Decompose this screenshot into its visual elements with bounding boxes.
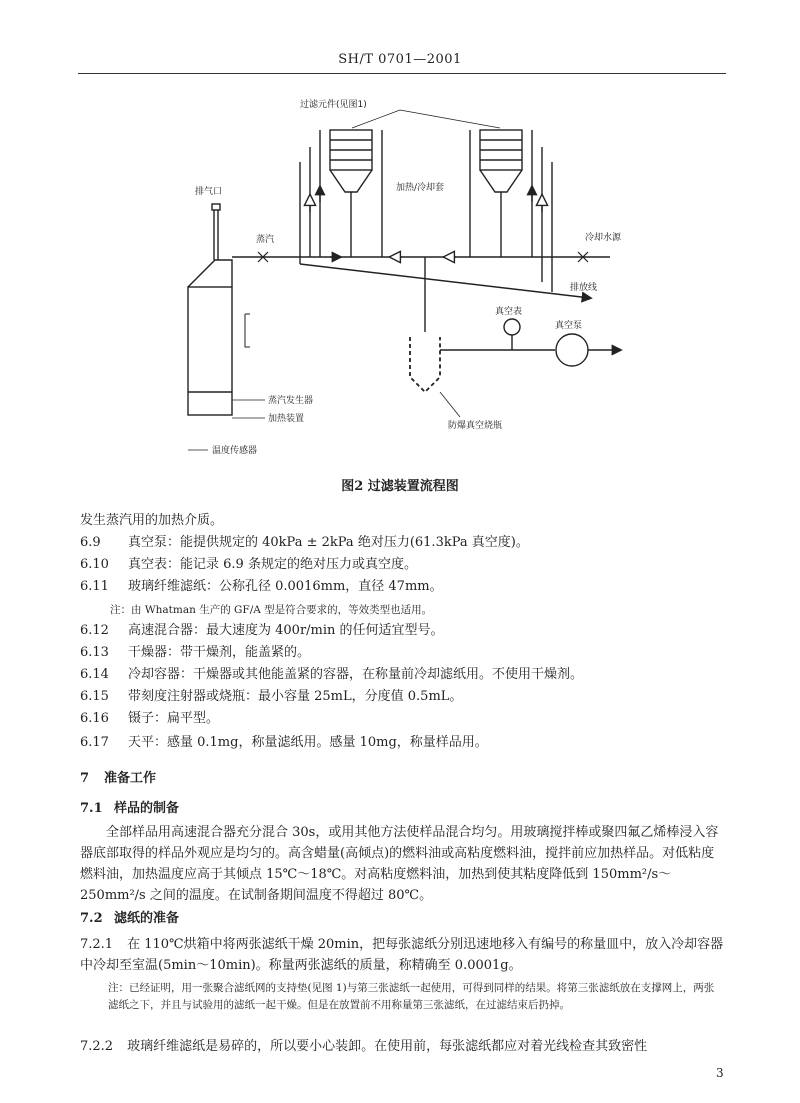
label-temp-sensor: 温度传感器 [212,446,258,456]
item-text: 带刻度注射器或烧瓶：最小容量 25mL，分度值 0.5mL。 [128,689,463,704]
item-6-17 [80,734,488,752]
item-number: 6.11 [80,579,109,594]
label-drain: 排放线 [570,283,598,293]
section-7-1-heading [80,800,179,818]
figure-caption: 图2 过滤装置流程图 [341,479,459,494]
item-number: 6.16 [80,711,109,726]
label-vacuum-gauge: 真空表 [495,307,523,317]
label-filter-element: 过滤元件(见图1) [300,100,367,110]
label-cooling-water: 冷却水源 [585,233,622,243]
steam-generator-vessel [188,204,232,415]
note-6-11: 注：由 Whatman 生产的 GF/A 型是符合要求的，等效类型也适用。 [110,604,433,616]
item-text: 真空表：能记录 6.9 条规定的绝对压力或真空度。 [128,557,417,572]
paragraph-text: 玻璃纤维滤纸是易碎的，所以要小心装卸。在使用前，每张滤纸都应对着光线检查其致密性 [127,1039,648,1054]
section-number: 7.2 [80,911,103,926]
item-text: 镊子：扁平型。 [128,711,220,726]
label-vacuum-pump: 真空泵 [555,321,583,331]
item-6-12 [80,622,444,640]
section-number: 7.1 [80,801,103,816]
item-number: 6.12 [80,623,109,638]
item-6-16 [80,710,219,728]
paragraph-7-1: 全部样品用高速混合器充分混合 30s，或用其他方法使样品混合均匀。用玻璃搅拌棒或聚四氟乙烯棒浸入容器底部取得的样品外观应是均匀的。高含蜡量(高倾点)的燃料油或高粘度燃料油，搅拌前应加热样品。对低粘度燃料油，加热温度应高于其倾点 15℃～18℃。对高粘度燃料油，加热到使其粘度降低到 150mm²/s～250mm²/s 之间的温度。在试制备期间温度不得超过 80℃。 [80,825,719,903]
item-6-13 [80,644,310,662]
section-7-2-heading [80,910,179,928]
label-exhaust: 排气口 [195,187,223,197]
filter-unit-right [470,130,552,292]
item-text: 干燥器：带干燥剂，能盖紧的。 [128,645,311,660]
item-6-14 [80,666,583,684]
page-number: 3 [716,1066,724,1080]
item-text: 高速混合器：最大速度为 400r/min 的任何适宜型号。 [128,623,444,638]
paragraph-text: 在 110℃烘箱中将两张滤纸干燥 20min，把每张滤纸分别迅速地移入有编号的称量皿中，放入冷却容器中冷却至室温(5min～10min)。称量两张滤纸的质量，称精确至 0.0001g。 [80,937,724,973]
paragraph-7-2-1 [80,934,725,976]
label-vacuum-bottle: 防爆真空烧瓶 [448,421,503,431]
note-7-2-1: 注：已经证明，用一张聚合滤纸网的支持垫(见图 1)与第三张滤纸一起使用，可得到同样的结果。将第三张滤纸放在支撑网上，两张滤纸之下，并且与试验用的滤纸一起干燥。但是在放置前不用称量第三张滤纸，在过滤结束后扔掉。 [108,982,715,1011]
item-number: 6.15 [80,689,109,704]
item-6-10 [80,556,417,574]
item-number: 6.9 [80,535,101,550]
standard-code-header: SH/T 0701—2001 [338,52,462,67]
paragraph-7-2-2 [80,1038,725,1056]
section-number: 7.2.1 [80,937,114,952]
filtration-flow-diagram [170,92,640,467]
section-title: 滤纸的准备 [114,911,180,926]
item-number: 6.17 [80,735,109,750]
section-title: 样品的制备 [114,801,180,816]
item-text: 天平：感量 0.1mg，称量滤纸用。感量 10mg，称量样品用。 [128,735,488,750]
header-rule [78,73,726,74]
item-6-11 [80,578,443,596]
item-6-15 [80,688,462,706]
section-number: 7.2.2 [80,1039,114,1054]
item-6-9 [80,534,529,552]
item-text: 玻璃纤维滤纸：公称孔径 0.0016mm，直径 47mm。 [128,579,443,594]
label-heat-cool-jacket: 加热/冷却套 [396,183,445,193]
item-text: 真空泵：能提供规定的 40kPa ± 2kPa 绝对压力(61.3kPa 真空度)。 [128,535,529,550]
continued-line: 发生蒸汽用的加热介质。 [80,513,224,528]
item-number: 6.14 [80,667,109,682]
label-steam: 蒸汽 [256,235,275,245]
label-steam-generator: 蒸汽发生器 [268,396,314,406]
item-number: 6.10 [80,557,109,572]
item-number: 6.13 [80,645,109,660]
section-title: 准备工作 [104,771,157,786]
section-number: 7 [80,771,90,786]
item-text: 冷却容器：干燥器或其他能盖紧的容器，在称量前冷却滤纸用。不使用干燥剂。 [128,667,584,682]
label-heater: 加热装置 [268,414,305,424]
section-7-heading [80,770,156,788]
filter-unit-left [300,130,382,264]
